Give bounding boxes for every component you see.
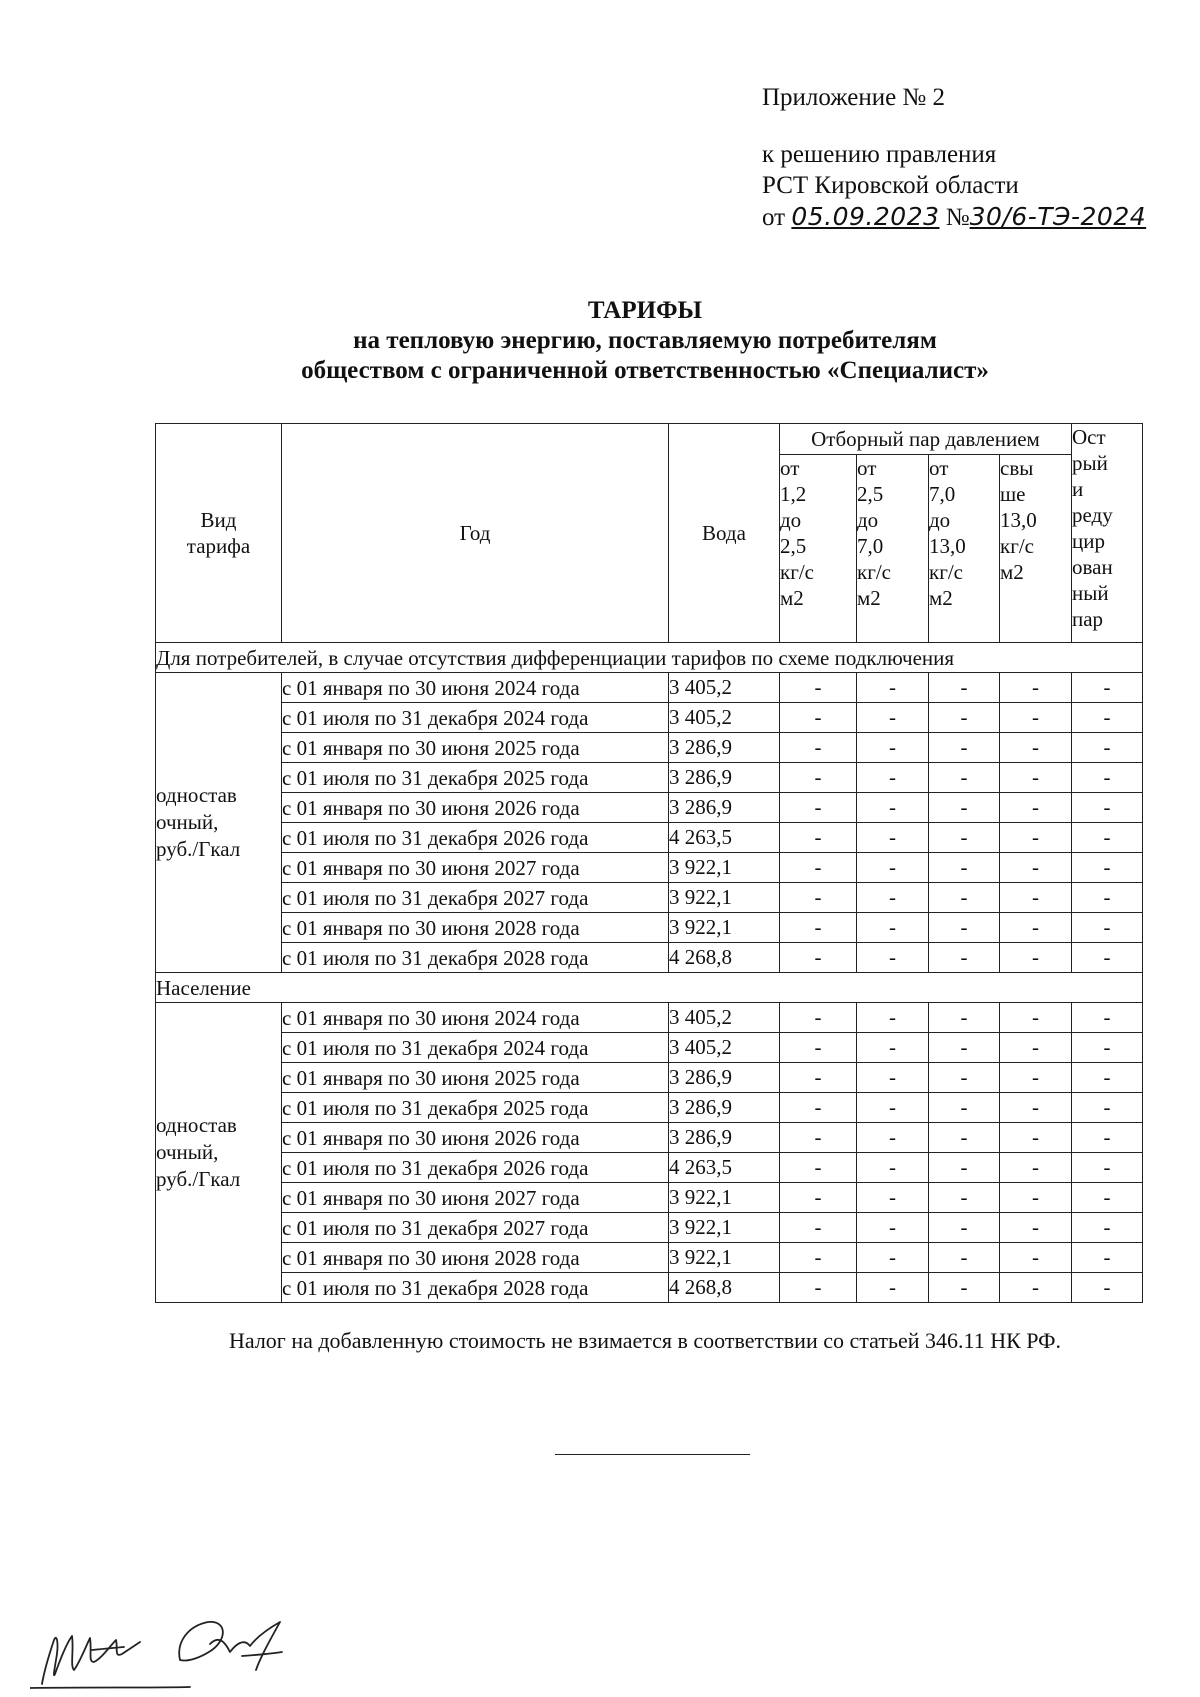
water-tariff-cell: 3 286,9 bbox=[669, 733, 780, 763]
water-tariff-cell: 3 286,9 bbox=[669, 1123, 780, 1153]
table-row bbox=[156, 763, 1143, 793]
period-cell: с 01 июля по 31 декабря 2025 года bbox=[282, 1093, 669, 1123]
steam-tariff-cell: - bbox=[1072, 1123, 1143, 1153]
steam-tariff-cell: - bbox=[929, 1183, 1000, 1213]
vat-note: Налог на добавленную стоимость не взимается в соответствии со статьей 346.11 НК РФ. bbox=[228, 1328, 1062, 1353]
table-row bbox=[156, 793, 1143, 823]
table-row bbox=[156, 883, 1143, 913]
steam-tariff-cell: - bbox=[1000, 823, 1072, 853]
water-tariff-cell: 3 922,1 bbox=[669, 1243, 780, 1273]
steam-tariff-cell: - bbox=[1072, 1183, 1143, 1213]
steam-tariff-cell: - bbox=[857, 1243, 929, 1273]
period-cell: с 01 июля по 31 декабря 2024 года bbox=[282, 703, 669, 733]
water-tariff-cell: 3 405,2 bbox=[669, 1033, 780, 1063]
header-steam-group: Отборный пар давлением bbox=[780, 424, 1072, 455]
period-cell: с 01 января по 30 июня 2026 года bbox=[282, 793, 669, 823]
steam-tariff-cell: - bbox=[780, 823, 857, 853]
steam-tariff-cell: - bbox=[857, 673, 929, 703]
header-steam-7-13: от 7,0 до 13,0 кг/с м2 bbox=[929, 455, 1000, 643]
tariff-body bbox=[156, 643, 1143, 1303]
steam-tariff-cell: - bbox=[780, 1153, 857, 1183]
steam-tariff-cell: - bbox=[780, 1003, 857, 1033]
table-row bbox=[156, 1183, 1143, 1213]
table-row bbox=[156, 913, 1143, 943]
steam-tariff-cell: - bbox=[929, 883, 1000, 913]
steam-tariff-cell: - bbox=[1072, 823, 1143, 853]
water-tariff-cell: 3 405,2 bbox=[669, 673, 780, 703]
period-cell: с 01 января по 30 июня 2024 года bbox=[282, 673, 669, 703]
period-cell: с 01 января по 30 июня 2024 года bbox=[282, 1003, 669, 1033]
steam-tariff-cell: - bbox=[929, 673, 1000, 703]
period-cell: с 01 июля по 31 декабря 2026 года bbox=[282, 823, 669, 853]
steam-tariff-cell: - bbox=[857, 763, 929, 793]
period-cell: с 01 июля по 31 декабря 2027 года bbox=[282, 1213, 669, 1243]
steam-tariff-cell: - bbox=[780, 1243, 857, 1273]
steam-tariff-cell: - bbox=[780, 1123, 857, 1153]
period-cell: с 01 января по 30 июня 2028 года bbox=[282, 913, 669, 943]
decision-date: 05.09.2023 bbox=[791, 202, 940, 231]
period-cell: с 01 июля по 31 декабря 2027 года bbox=[282, 883, 669, 913]
steam-tariff-cell: - bbox=[857, 733, 929, 763]
steam-tariff-cell: - bbox=[929, 793, 1000, 823]
steam-tariff-cell: - bbox=[1072, 853, 1143, 883]
table-row bbox=[156, 1213, 1143, 1243]
tariff-kind-line: одностав bbox=[156, 783, 237, 807]
steam-tariff-cell: - bbox=[780, 1213, 857, 1243]
header-water: Вода bbox=[669, 424, 780, 643]
water-tariff-cell: 3 922,1 bbox=[669, 1183, 780, 1213]
steam-tariff-cell: - bbox=[1000, 1243, 1072, 1273]
steam-tariff-cell: - bbox=[1072, 1153, 1143, 1183]
steam-tariff-cell: - bbox=[929, 913, 1000, 943]
water-tariff-cell: 3 286,9 bbox=[669, 793, 780, 823]
period-cell: с 01 июля по 31 декабря 2028 года bbox=[282, 943, 669, 973]
steam-tariff-cell: - bbox=[1000, 1063, 1072, 1093]
section-row bbox=[156, 643, 1143, 673]
title-line-3: обществом с ограниченной ответственностью «Специалист» bbox=[301, 357, 989, 384]
steam-tariff-cell: - bbox=[1072, 673, 1143, 703]
steam-tariff-cell: - bbox=[857, 1153, 929, 1183]
steam-tariff-cell: - bbox=[929, 1093, 1000, 1123]
steam-tariff-cell: - bbox=[857, 883, 929, 913]
annex-to-decision: к решению правления bbox=[762, 141, 997, 168]
water-tariff-cell: 4 263,5 bbox=[669, 823, 780, 853]
steam-tariff-cell: - bbox=[780, 1063, 857, 1093]
steam-tariff-cell: - bbox=[1000, 1273, 1072, 1303]
steam-tariff-cell: - bbox=[1000, 1123, 1072, 1153]
steam-tariff-cell: - bbox=[1000, 673, 1072, 703]
period-cell: с 01 июля по 31 декабря 2024 года bbox=[282, 1033, 669, 1063]
table-row bbox=[156, 853, 1143, 883]
steam-tariff-cell: - bbox=[857, 1273, 929, 1303]
steam-tariff-cell: - bbox=[929, 1243, 1000, 1273]
steam-tariff-cell: - bbox=[1072, 1243, 1143, 1273]
header-steam-over-13: свы ше 13,0 кг/с м2 bbox=[1000, 455, 1072, 643]
steam-tariff-cell: - bbox=[1000, 913, 1072, 943]
tariff-kind-cell bbox=[156, 673, 282, 973]
table-row bbox=[156, 1003, 1143, 1033]
steam-tariff-cell: - bbox=[1072, 913, 1143, 943]
steam-tariff-cell: - bbox=[1000, 1033, 1072, 1063]
water-tariff-cell: 3 922,1 bbox=[669, 1213, 780, 1243]
header-steam-2-5-7: от 2,5 до 7,0 кг/с м2 bbox=[857, 455, 929, 643]
steam-tariff-cell: - bbox=[857, 1063, 929, 1093]
table-row bbox=[156, 1033, 1143, 1063]
steam-tariff-cell: - bbox=[1000, 763, 1072, 793]
steam-tariff-cell: - bbox=[1072, 943, 1143, 973]
water-tariff-cell: 3 286,9 bbox=[669, 763, 780, 793]
steam-tariff-cell: - bbox=[780, 913, 857, 943]
water-tariff-cell: 3 922,1 bbox=[669, 853, 780, 883]
period-cell: с 01 июля по 31 декабря 2028 года bbox=[282, 1273, 669, 1303]
steam-tariff-cell: - bbox=[780, 1093, 857, 1123]
steam-tariff-cell: - bbox=[857, 1003, 929, 1033]
tariff-kind-line: руб./Гкал bbox=[156, 837, 241, 861]
steam-tariff-cell: - bbox=[1072, 1093, 1143, 1123]
header-kind: Вид тарифа bbox=[156, 424, 282, 643]
table-row bbox=[156, 1243, 1143, 1273]
tariff-kind-line: очный, bbox=[156, 810, 219, 834]
annex-date-line bbox=[762, 201, 1146, 233]
steam-tariff-cell: - bbox=[929, 1273, 1000, 1303]
section-title: Для потребителей, в случае отсутствия дифференциации тарифов по схеме подключения bbox=[156, 643, 1143, 673]
period-cell: с 01 января по 30 июня 2026 года bbox=[282, 1123, 669, 1153]
table-row bbox=[156, 1063, 1143, 1093]
steam-tariff-cell: - bbox=[1000, 1183, 1072, 1213]
table-row bbox=[156, 1273, 1143, 1303]
steam-tariff-cell: - bbox=[1000, 703, 1072, 733]
steam-tariff-cell: - bbox=[780, 853, 857, 883]
steam-tariff-cell: - bbox=[780, 733, 857, 763]
steam-tariff-cell: - bbox=[1000, 1003, 1072, 1033]
water-tariff-cell: 3 922,1 bbox=[669, 913, 780, 943]
steam-tariff-cell: - bbox=[857, 1033, 929, 1063]
steam-tariff-cell: - bbox=[780, 673, 857, 703]
annex-block bbox=[762, 82, 1146, 233]
steam-tariff-cell: - bbox=[1072, 883, 1143, 913]
steam-tariff-cell: - bbox=[929, 1003, 1000, 1033]
steam-tariff-cell: - bbox=[857, 823, 929, 853]
number-sign: № bbox=[945, 204, 970, 231]
water-tariff-cell: 4 268,8 bbox=[669, 1273, 780, 1303]
steam-tariff-cell: - bbox=[929, 823, 1000, 853]
header-sharp-steam: Ост рый и реду цир ован ный пар bbox=[1072, 424, 1143, 643]
closing-rule bbox=[555, 1454, 750, 1455]
decision-number: 30/6-ТЭ-2024 bbox=[969, 202, 1147, 231]
steam-tariff-cell: - bbox=[1000, 733, 1072, 763]
table-row bbox=[156, 1153, 1143, 1183]
steam-tariff-cell: - bbox=[1000, 1093, 1072, 1123]
steam-tariff-cell: - bbox=[857, 703, 929, 733]
steam-tariff-cell: - bbox=[780, 793, 857, 823]
steam-tariff-cell: - bbox=[1000, 1153, 1072, 1183]
steam-tariff-cell: - bbox=[1072, 1033, 1143, 1063]
header-year: Год bbox=[282, 424, 669, 643]
steam-tariff-cell: - bbox=[857, 943, 929, 973]
steam-tariff-cell: - bbox=[1000, 883, 1072, 913]
period-cell: с 01 января по 30 июня 2025 года bbox=[282, 733, 669, 763]
steam-tariff-cell: - bbox=[857, 793, 929, 823]
section-title: Население bbox=[156, 973, 1143, 1003]
table-row bbox=[156, 1093, 1143, 1123]
header-steam-1-2-5: от 1,2 до 2,5 кг/с м2 bbox=[780, 455, 857, 643]
steam-tariff-cell: - bbox=[780, 703, 857, 733]
steam-tariff-cell: - bbox=[1072, 1213, 1143, 1243]
table-row bbox=[156, 1123, 1143, 1153]
steam-tariff-cell: - bbox=[1072, 733, 1143, 763]
steam-tariff-cell: - bbox=[929, 853, 1000, 883]
period-cell: с 01 января по 30 июня 2027 года bbox=[282, 1183, 669, 1213]
tariff-kind-line: очный, bbox=[156, 1140, 219, 1164]
annex-authority: РСТ Кировской области bbox=[762, 172, 1019, 199]
water-tariff-cell: 4 263,5 bbox=[669, 1153, 780, 1183]
water-tariff-cell: 4 268,8 bbox=[669, 943, 780, 973]
steam-tariff-cell: - bbox=[929, 1033, 1000, 1063]
water-tariff-cell: 3 405,2 bbox=[669, 703, 780, 733]
steam-tariff-cell: - bbox=[857, 913, 929, 943]
steam-tariff-cell: - bbox=[929, 703, 1000, 733]
steam-tariff-cell: - bbox=[1072, 1003, 1143, 1033]
steam-tariff-cell: - bbox=[780, 943, 857, 973]
table-row bbox=[156, 733, 1143, 763]
title-main: ТАРИФЫ bbox=[587, 297, 703, 324]
steam-tariff-cell: - bbox=[857, 1183, 929, 1213]
document-title bbox=[0, 296, 1200, 386]
steam-tariff-cell: - bbox=[929, 733, 1000, 763]
period-cell: с 01 июля по 31 декабря 2026 года bbox=[282, 1153, 669, 1183]
water-tariff-cell: 3 286,9 bbox=[669, 1093, 780, 1123]
water-tariff-cell: 3 405,2 bbox=[669, 1003, 780, 1033]
tariff-table bbox=[155, 423, 1143, 1303]
annex-label: Приложение № 2 bbox=[762, 84, 946, 111]
water-tariff-cell: 3 286,9 bbox=[669, 1063, 780, 1093]
steam-tariff-cell: - bbox=[1072, 763, 1143, 793]
steam-tariff-cell: - bbox=[1072, 703, 1143, 733]
title-line-2: на тепловую энергию, поставляемую потребителям bbox=[353, 327, 937, 354]
steam-tariff-cell: - bbox=[780, 883, 857, 913]
steam-tariff-cell: - bbox=[929, 943, 1000, 973]
steam-tariff-cell: - bbox=[780, 1183, 857, 1213]
steam-tariff-cell: - bbox=[780, 1273, 857, 1303]
tariff-kind-cell bbox=[156, 1003, 282, 1303]
table-row bbox=[156, 943, 1143, 973]
steam-tariff-cell: - bbox=[857, 853, 929, 883]
period-cell: с 01 января по 30 июня 2028 года bbox=[282, 1243, 669, 1273]
steam-tariff-cell: - bbox=[1072, 1273, 1143, 1303]
date-prefix: от bbox=[762, 204, 786, 231]
steam-tariff-cell: - bbox=[780, 763, 857, 793]
steam-tariff-cell: - bbox=[929, 1213, 1000, 1243]
section-row bbox=[156, 973, 1143, 1003]
table-row bbox=[156, 673, 1143, 703]
steam-tariff-cell: - bbox=[857, 1213, 929, 1243]
steam-tariff-cell: - bbox=[857, 1093, 929, 1123]
steam-tariff-cell: - bbox=[929, 1123, 1000, 1153]
signatures-image bbox=[30, 1600, 340, 1690]
water-tariff-cell: 3 922,1 bbox=[669, 883, 780, 913]
steam-tariff-cell: - bbox=[929, 763, 1000, 793]
tariff-kind-line: одностав bbox=[156, 1113, 237, 1137]
steam-tariff-cell: - bbox=[929, 1153, 1000, 1183]
steam-tariff-cell: - bbox=[857, 1123, 929, 1153]
period-cell: с 01 января по 30 июня 2027 года bbox=[282, 853, 669, 883]
steam-tariff-cell: - bbox=[1000, 943, 1072, 973]
tariff-kind-line: руб./Гкал bbox=[156, 1167, 241, 1191]
steam-tariff-cell: - bbox=[929, 1063, 1000, 1093]
steam-tariff-cell: - bbox=[780, 1033, 857, 1063]
period-cell: с 01 июля по 31 декабря 2025 года bbox=[282, 763, 669, 793]
steam-tariff-cell: - bbox=[1072, 1063, 1143, 1093]
steam-tariff-cell: - bbox=[1000, 853, 1072, 883]
table-row bbox=[156, 703, 1143, 733]
steam-tariff-cell: - bbox=[1072, 793, 1143, 823]
steam-tariff-cell: - bbox=[1000, 1213, 1072, 1243]
steam-tariff-cell: - bbox=[1000, 793, 1072, 823]
period-cell: с 01 января по 30 июня 2025 года bbox=[282, 1063, 669, 1093]
table-row bbox=[156, 823, 1143, 853]
